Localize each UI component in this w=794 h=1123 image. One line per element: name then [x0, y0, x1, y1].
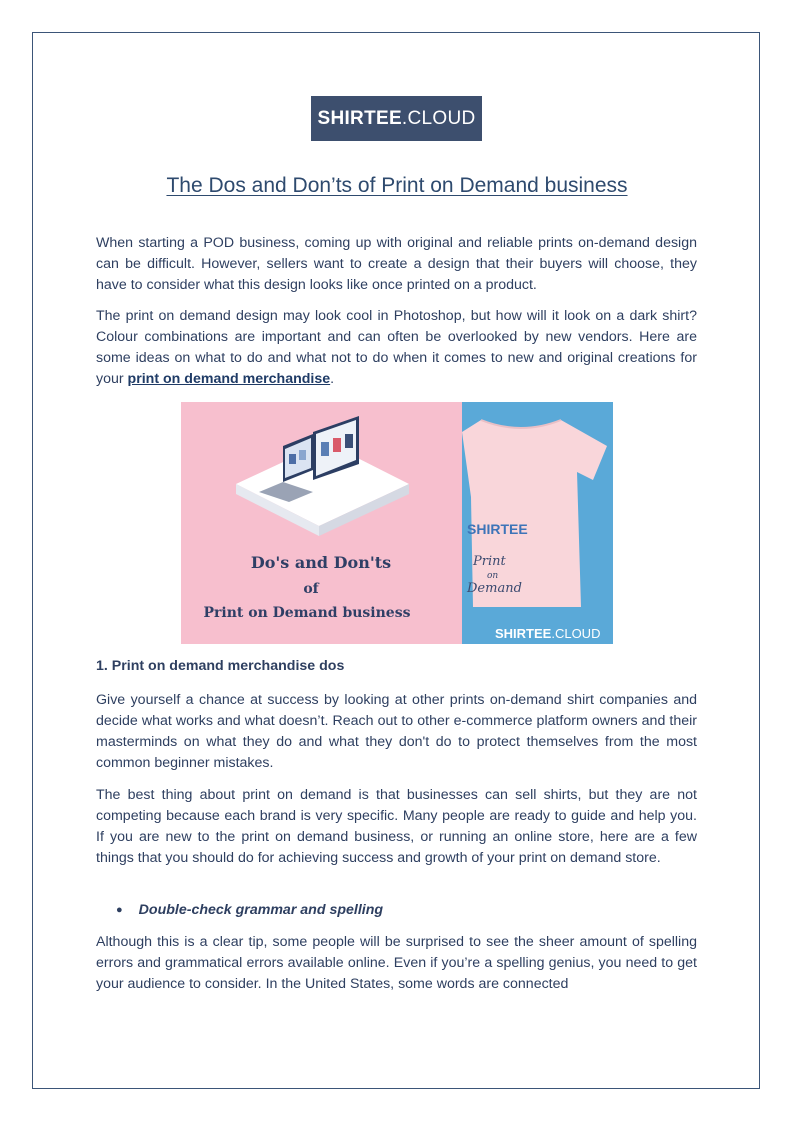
section-heading-dos: 1. Print on demand merchandise dos — [96, 658, 345, 674]
tshirt-demand-text: Demand — [467, 581, 522, 596]
second-paragraph — [96, 306, 697, 390]
logo-bold-text: SHIRTEE — [317, 107, 402, 129]
section-paragraph-1: Give yourself a chance at success by looking at other prints on-demand shirt companies and decide what works and what doesn’t. Reach out to other e-commerce platform owners and their masterminds on what they do and what they don't do to protect themselves from the most common beginner mistakes. — [96, 692, 697, 771]
tshirt-on-text: on — [487, 571, 499, 581]
section-paragraph-3: Although this is a clear tip, some people will be surprised to see the sheer amount of spelling errors and grammatical errors available online. Even if you’re a spelling genius, you need to get your audience to consider. In the United States, some words are connected — [96, 934, 697, 992]
banner-corner-logo: SHIRTEE.CLOUD — [495, 626, 601, 641]
shirtee-logo[interactable] — [311, 96, 482, 141]
bullet-dot-icon: ● — [116, 904, 123, 916]
logo-thin-text: .CLOUD — [401, 107, 476, 129]
bullet-grammar-spelling — [116, 902, 383, 918]
bullet-text: Double-check grammar and spelling — [138, 902, 384, 918]
dos-and-donts-banner — [181, 402, 613, 644]
banner-title-line-1: Do's and Don'ts — [250, 553, 392, 572]
banner-title-line-3: Print on Demand business — [203, 605, 411, 621]
second-paragraph-end: . — [330, 371, 335, 387]
section-paragraph-2: The best thing about print on demand is that businesses can sell shirts, but they are not competing because each brand is very specific. Many people are ready to guide and help you. If you are new to the print on demand business, or running an online store, here are a few things that you should do for achieving success and growth of your print on demand store. — [96, 787, 697, 866]
second-paragraph-text: The print on demand design may look cool in Photoshop, but how will it look on a dark shirt? Colour combinations are important and can often be overlooked by new vendors. Here are some ideas on what to do and what not to do when it comes to new and original creations for your — [96, 308, 697, 387]
intro-paragraph: When starting a POD business, coming up with original and reliable prints on-demand design can be difficult. However, sellers want to create a design that their buyers will choose, they have to consider what this design looks like once printed on a product. — [96, 235, 697, 293]
tshirt-brand-text: SHIRTEE — [467, 521, 528, 537]
banner-title-line-2: of — [303, 581, 319, 597]
tshirt-print-text: Print — [473, 554, 506, 569]
page-title: The Dos and Don’ts of Print on Demand business — [166, 174, 628, 197]
print-on-demand-merchandise-link[interactable]: print on demand merchandise — [127, 371, 331, 387]
